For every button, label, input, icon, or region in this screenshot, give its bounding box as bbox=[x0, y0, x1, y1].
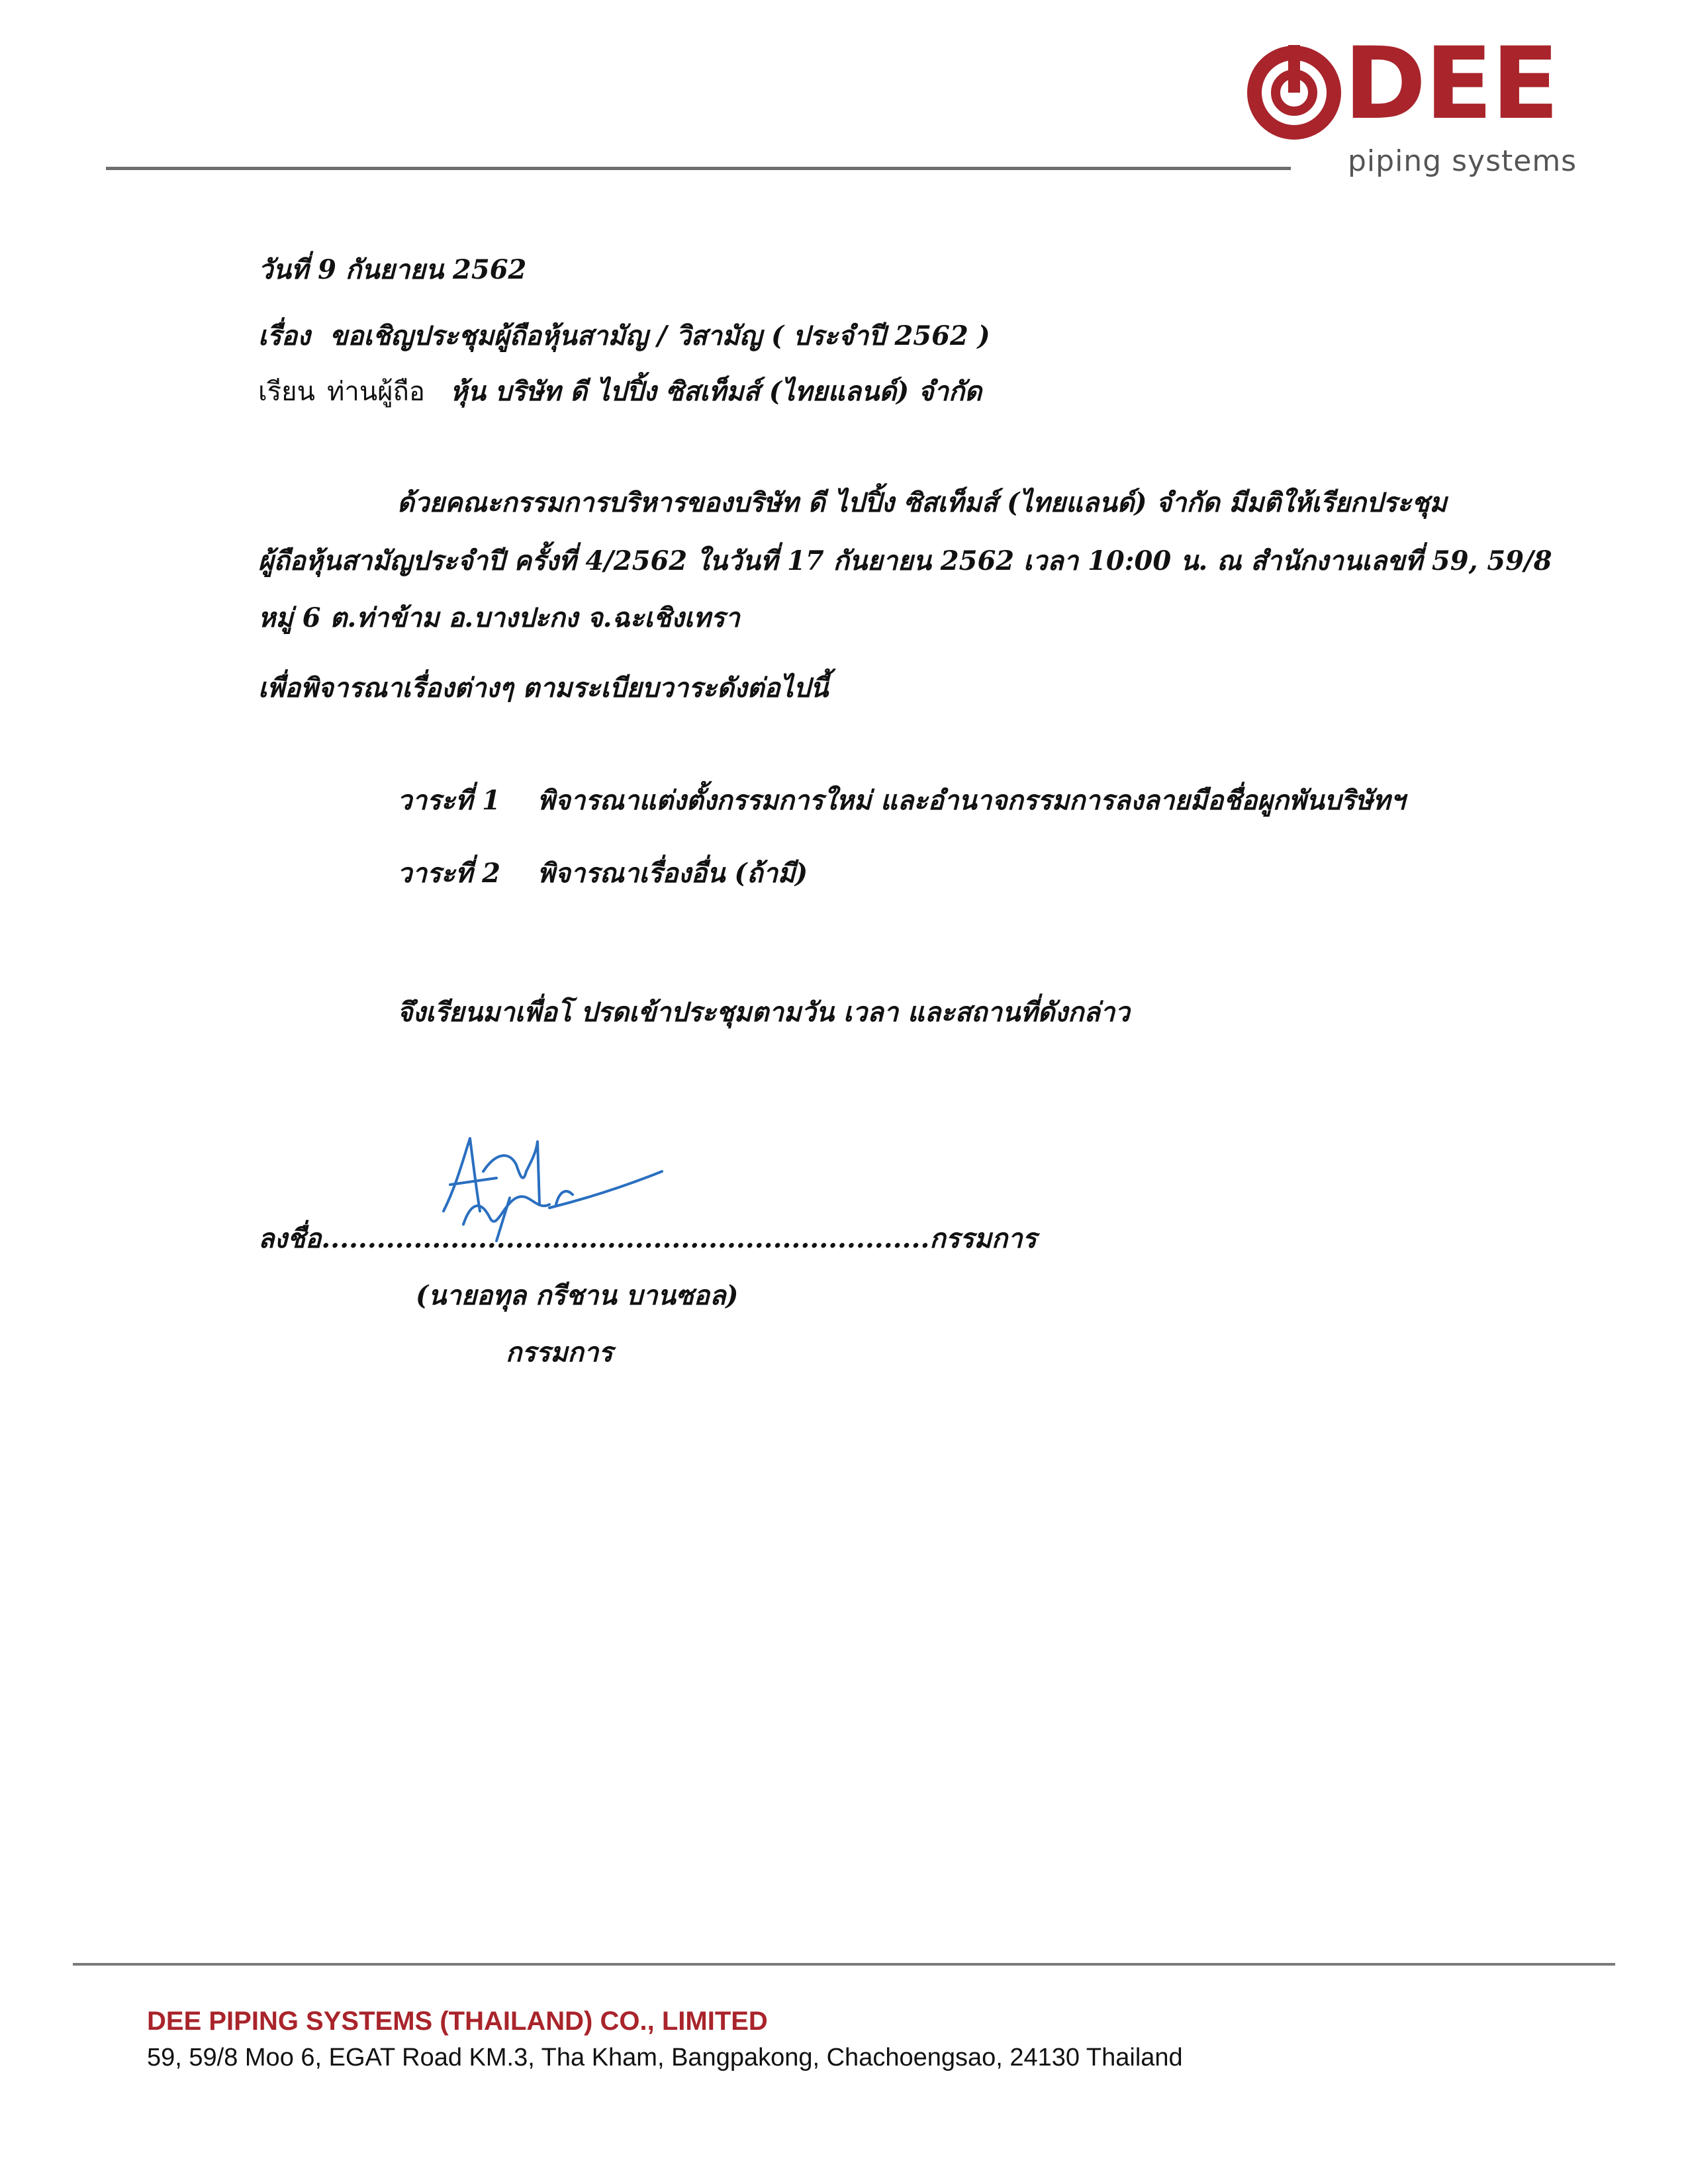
agenda-intro: เพื่อพิจารณาเรื่องต่างๆ ตามระเบียบวาระดังต่อไปนี้ bbox=[258, 672, 829, 704]
closing-line: จึงเรียนมาเพื่อโ ปรดเข้าประชุมตามวัน เวลา และสถานที่ดังกล่าว bbox=[397, 997, 1130, 1028]
agenda-1-text: พิจารณาแต่งตั้งกรรมการใหม่ และอำนาจกรรมการลงลายมือชื่อผูกพันบริษัทฯ bbox=[538, 785, 1405, 816]
letter-date: วันที่ 9 กันยายน 2562 bbox=[258, 254, 527, 285]
signer-title: กรรมการ bbox=[506, 1337, 613, 1368]
paragraph-line-1: ด้วยคณะกรรมการบริหารของบริษัท ดี ไปปิ้ง ซิสเท็มส์ (ไทยแลนด์) จำกัด มีมติให้เรียกประชุม bbox=[397, 487, 1447, 518]
subject-label: เรื่อง bbox=[258, 320, 310, 351]
to-prefix: ท่านผู้ถือ bbox=[327, 377, 425, 407]
paragraph-line-3: หมู่ 6 ต.ท่าข้าม อ.บางปะกง จ.ฉะเชิงเทรา bbox=[258, 602, 740, 633]
paragraph-line-2: ผู้ถือหุ้นสามัญประจำปี ครั้งที่ 4/2562 ในวันที่ 17 กันยายน 2562 เวลา 10:00 น. ณ สำนักงานเลขที่ 59, 59/8 bbox=[258, 545, 1552, 576]
agenda-1-label: วาระที่ 1 bbox=[397, 785, 501, 816]
footer-address: 59, 59/8 Moo 6, EGAT Road KM.3, Tha Kham, Bangpakong, Chachoengsao, 24130 Thailand bbox=[147, 2044, 1183, 2071]
agenda-2-label: วาระที่ 2 bbox=[397, 858, 501, 889]
sign-line: ลงชื่อ..................................................................กรรมการ bbox=[258, 1223, 1037, 1254]
subject-text: ขอเชิญประชุมผู้ถือหุ้นสามัญ / วิสามัญ ( ประจำปี 2562 ) bbox=[330, 320, 990, 351]
agenda-2-text: พิจารณาเรื่องอื่น (ถ้ามี) bbox=[538, 858, 808, 889]
footer-company-name: DEE PIPING SYSTEMS (THAILAND) CO., LIMITED bbox=[147, 2007, 768, 2036]
to-recipient: หุ้น บริษัท ดี ไปปิ้ง ซิสเท็มส์ (ไทยแลนด์) จำกัด bbox=[450, 376, 982, 407]
to-label: เรียน bbox=[258, 377, 315, 407]
header-divider bbox=[106, 167, 1291, 170]
signer-name: (นายอทุล กรีชาน บานซอล) bbox=[416, 1280, 739, 1311]
footer-divider bbox=[73, 1963, 1615, 1966]
logo-subtitle: piping systems bbox=[1348, 144, 1577, 178]
logo-wordmark: DEE bbox=[1344, 26, 1558, 142]
